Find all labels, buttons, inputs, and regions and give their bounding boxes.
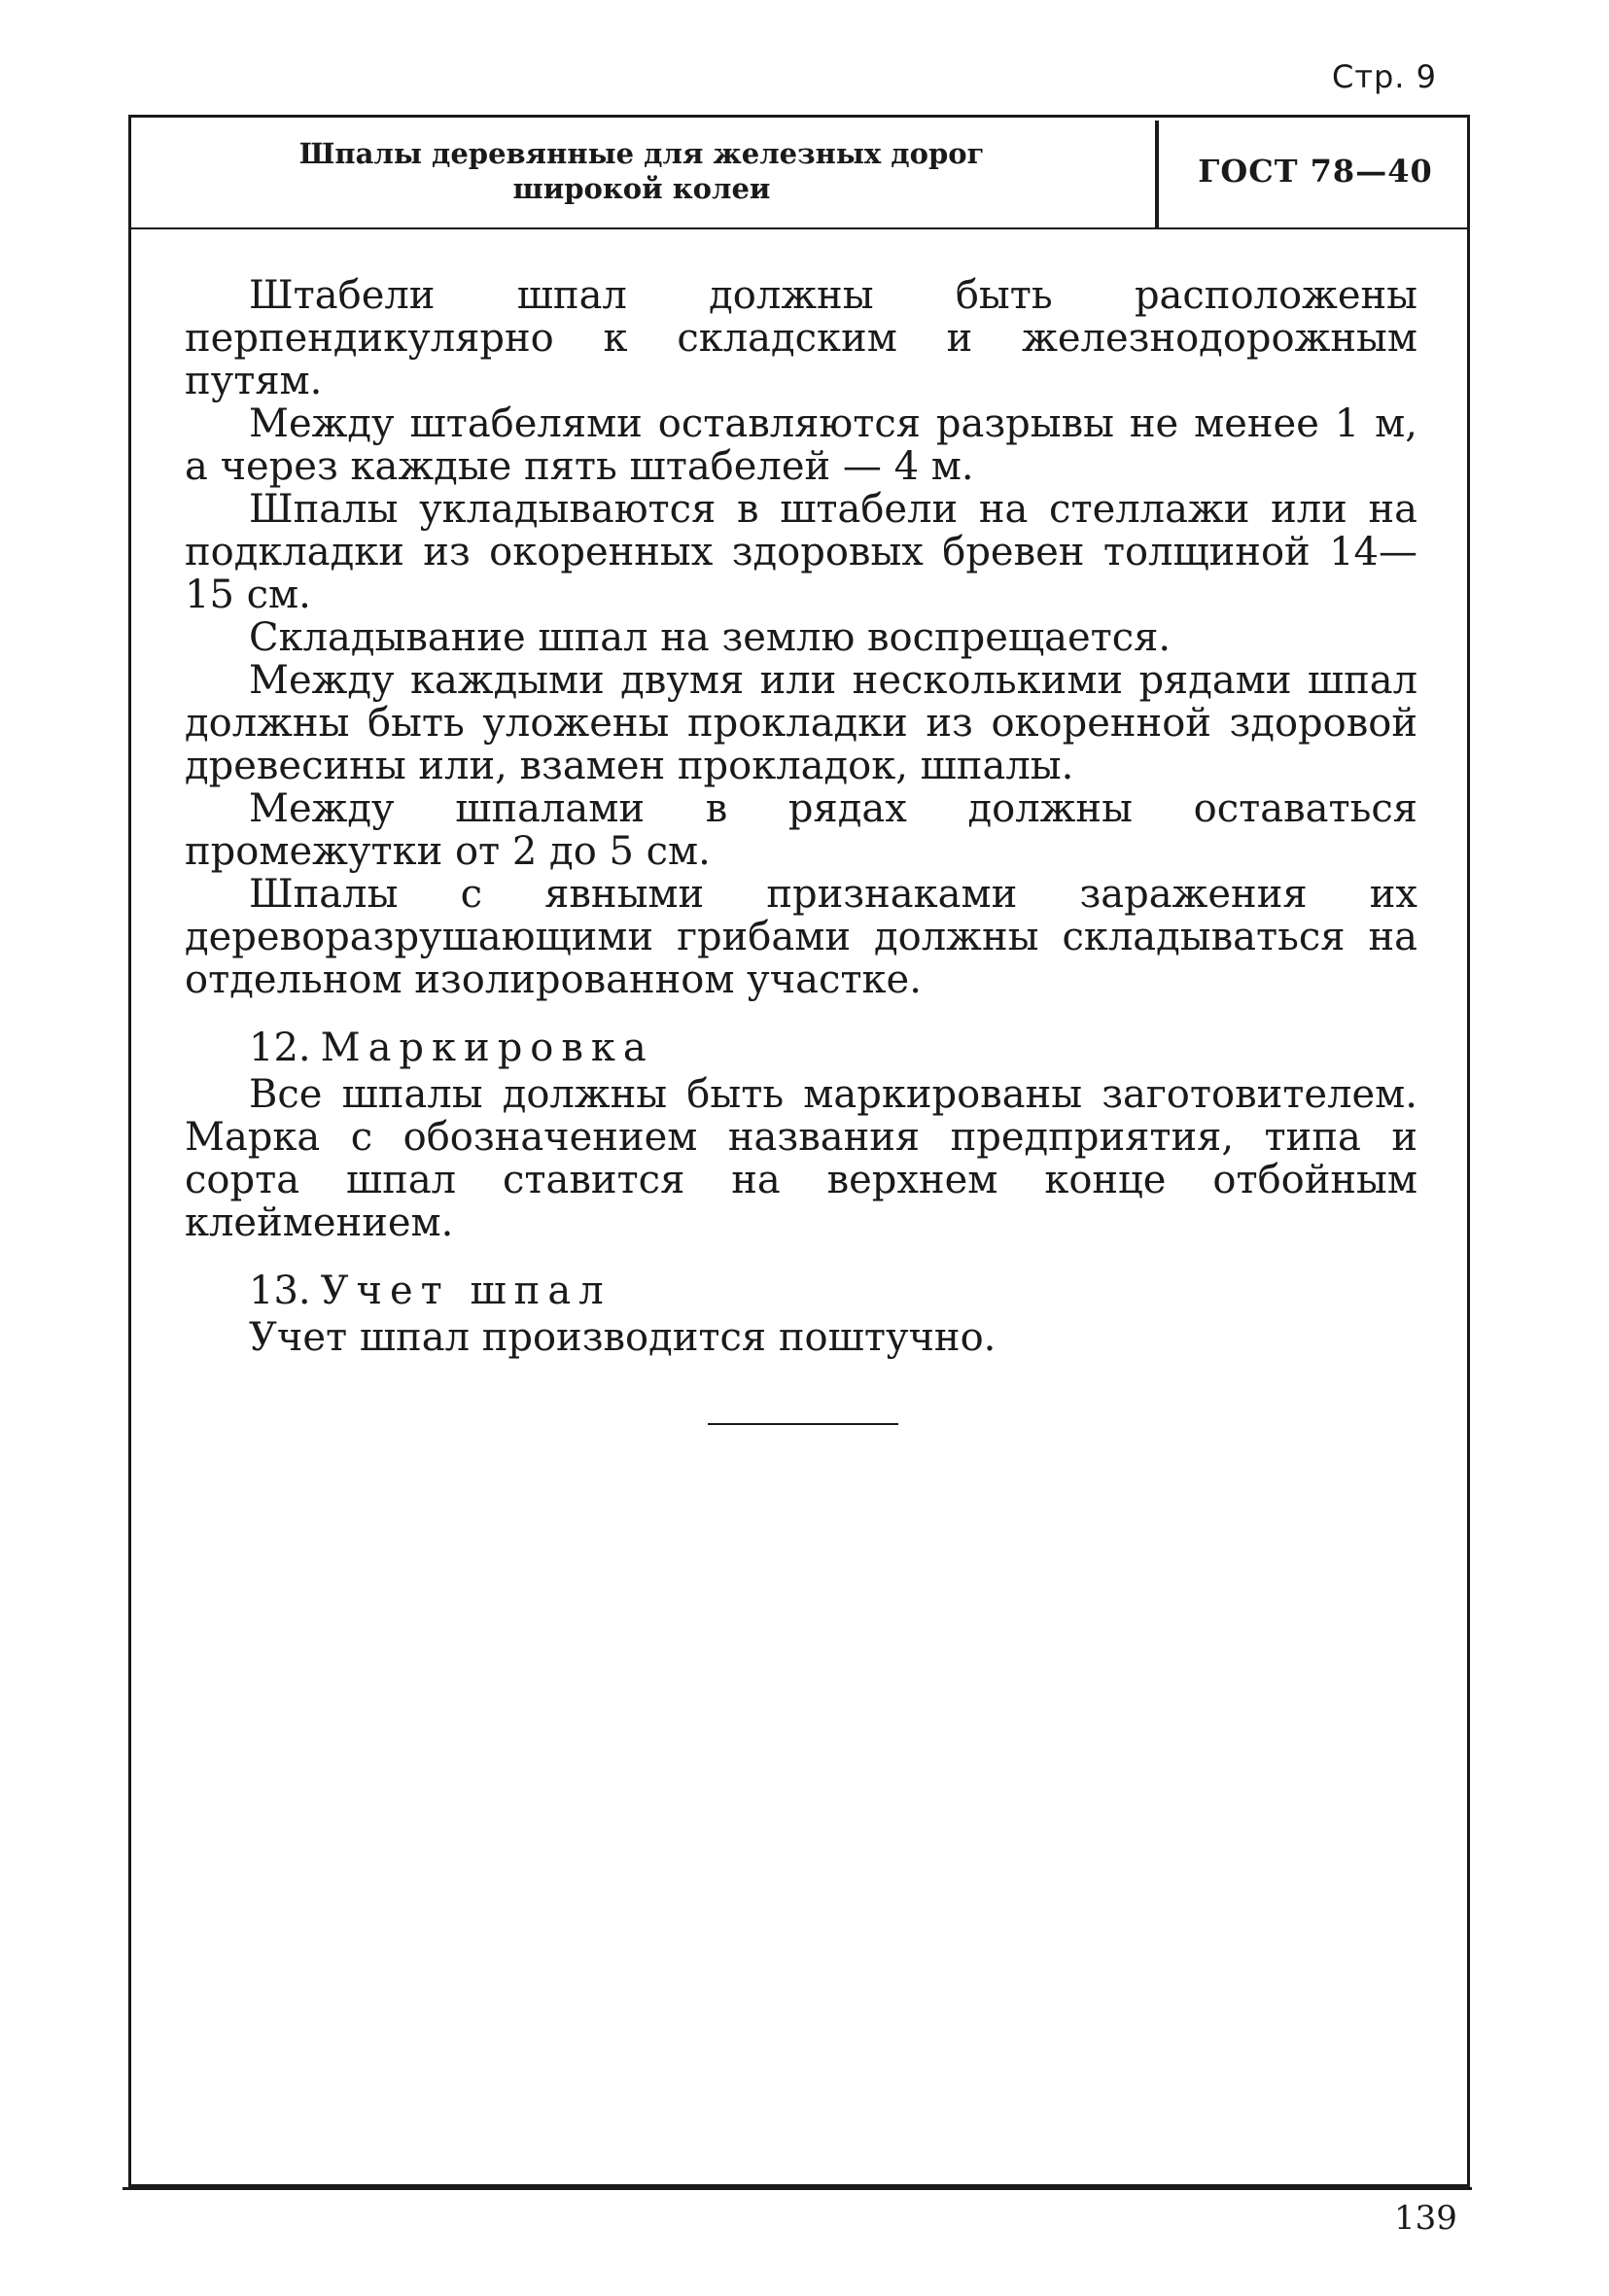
section-number: 13. — [249, 1269, 311, 1313]
page-number: 139 — [1394, 2199, 1457, 2238]
section-title: Учет шпал — [320, 1269, 612, 1313]
section-paragraph: Учет шпал производится поштучно. — [249, 1315, 997, 1360]
header-title-line-1: Шпалы деревянные для железных дорог — [298, 137, 985, 170]
paragraph: Между шпалами в рядах должны оставаться промежутки от 2 до 5 см. — [185, 786, 1417, 874]
section-title: Маркировка — [320, 1026, 654, 1070]
header-title — [128, 115, 1155, 227]
page-label: Стр. 9 — [1332, 58, 1437, 95]
header-divider — [1155, 121, 1159, 229]
section-heading-accounting — [185, 1266, 1417, 1316]
bottom-rule — [122, 2187, 1472, 2190]
standard-code: ГОСТ 78—40 — [1198, 153, 1433, 190]
paragraph: Между штабелями оставляются разрывы не менее 1 м, а через каждые пять штабелей — 4 м. — [185, 401, 1417, 489]
paragraph: Между каждыми двумя или несколькими рядами шпал должны быть уложены прокладки из окоренной здоровой древесины или, взамен прокладок, шпалы. — [185, 658, 1417, 788]
end-of-text-rule — [708, 1423, 898, 1425]
paragraph: Штабели шпал должны быть расположены перпендикулярно к складским и железнодорожным путям. — [185, 273, 1417, 403]
document-header — [128, 115, 1470, 229]
paragraph: Складывание шпал на землю воспрещается. — [249, 615, 1172, 660]
section-number: 12. — [249, 1026, 311, 1070]
paragraph: Шпалы с явными признаками заражения их дереворазрушающими грибами должны складываться на отдельном изолированном участке. — [185, 872, 1417, 1002]
document-body — [185, 274, 1417, 1359]
paragraph: Шпалы укладываются в штабели на стеллажи или на подкладки из окоренных здоровых бревен толщиной 14—15 см. — [185, 487, 1417, 617]
section-heading-marking — [185, 1023, 1417, 1073]
header-title-line-2: широкой колеи — [512, 172, 771, 205]
section-paragraph: Все шпалы должны быть маркированы заготовителем. Марка с обозначением названия предприятия, типа и сорта шпал ставится на верхнем конце отбойным клеймением. — [185, 1072, 1417, 1245]
